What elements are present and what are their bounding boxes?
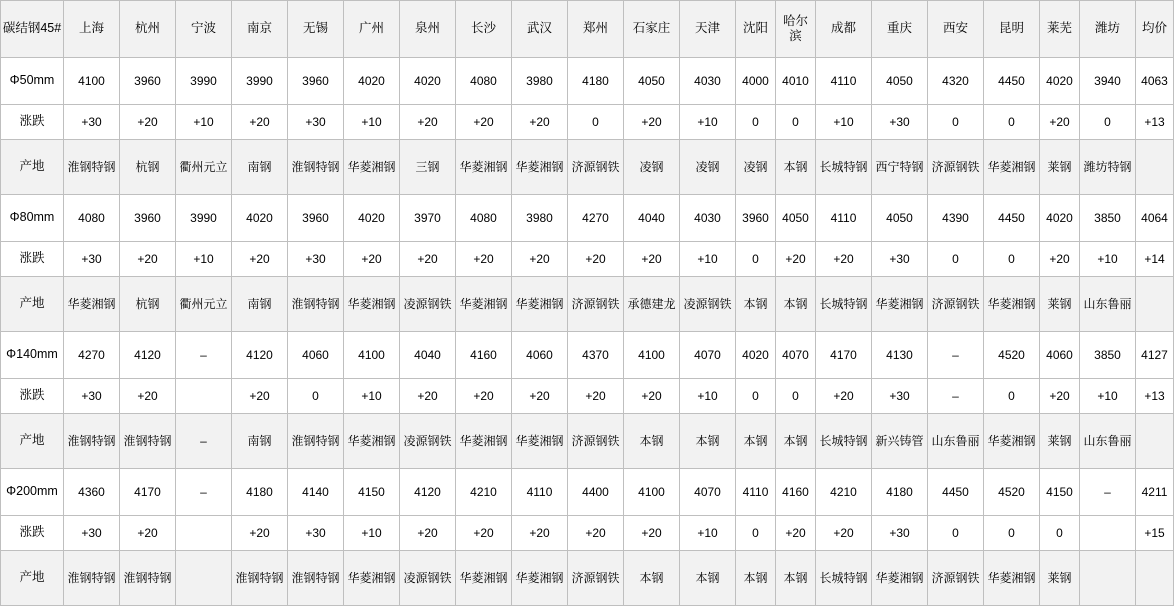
table-cell: 本钢 <box>736 414 776 469</box>
table-cell: +20 <box>1040 242 1080 277</box>
table-cell: 南钢 <box>232 414 288 469</box>
table-cell: 4064 <box>1136 195 1174 242</box>
column-header: 成都 <box>816 1 872 58</box>
table-cell: 0 <box>288 379 344 414</box>
table-cell: 长城特钢 <box>816 551 872 606</box>
table-cell: 凌钢 <box>680 140 736 195</box>
table-cell: 华菱湘钢 <box>456 551 512 606</box>
table-cell: – <box>176 414 232 469</box>
row-label: Φ140mm <box>1 332 64 379</box>
table-cell: 4050 <box>872 58 928 105</box>
row-label: 产地 <box>1 140 64 195</box>
table-cell: 凌源钢铁 <box>680 277 736 332</box>
table-cell: 华菱湘钢 <box>872 277 928 332</box>
table-cell: 济源钢铁 <box>568 277 624 332</box>
table-cell: 0 <box>984 105 1040 140</box>
column-header: 广州 <box>344 1 400 58</box>
table-cell: 4370 <box>568 332 624 379</box>
table-cell: 4160 <box>776 469 816 516</box>
column-header: 莱芜 <box>1040 1 1080 58</box>
table-cell: 淮钢特钢 <box>288 277 344 332</box>
table-cell: 4120 <box>232 332 288 379</box>
table-cell: +14 <box>1136 242 1174 277</box>
table-cell: +20 <box>400 516 456 551</box>
column-header: 杭州 <box>120 1 176 58</box>
table-cell: 0 <box>736 516 776 551</box>
table-cell: 华菱湘钢 <box>872 551 928 606</box>
column-header: 均价 <box>1136 1 1174 58</box>
table-cell: 承德建龙 <box>624 277 680 332</box>
table-cell: +15 <box>1136 516 1174 551</box>
table-cell: 4450 <box>984 195 1040 242</box>
table-cell: 4150 <box>344 469 400 516</box>
table-cell: 淮钢特钢 <box>232 551 288 606</box>
table-cell: 4130 <box>872 332 928 379</box>
table-cell: 莱钢 <box>1040 551 1080 606</box>
table-cell: 4140 <box>288 469 344 516</box>
table-cell: 济源钢铁 <box>928 277 984 332</box>
table-cell: 0 <box>776 379 816 414</box>
table-cell: 0 <box>928 516 984 551</box>
table-cell: 4050 <box>776 195 816 242</box>
table-cell: 三钢 <box>400 140 456 195</box>
column-header: 石家庄 <box>624 1 680 58</box>
row-label: 产地 <box>1 414 64 469</box>
table-cell: 南钢 <box>232 277 288 332</box>
table-row <box>1 140 1174 195</box>
column-header: 沈阳 <box>736 1 776 58</box>
table-cell: 4211 <box>1136 469 1174 516</box>
table-cell: 3850 <box>1080 195 1136 242</box>
table-cell: – <box>176 332 232 379</box>
table-cell: 济源钢铁 <box>568 140 624 195</box>
table-cell: 0 <box>736 105 776 140</box>
table-cell: 3990 <box>176 195 232 242</box>
table-cell: 4120 <box>400 469 456 516</box>
table-cell: +10 <box>680 242 736 277</box>
table-cell: 潍坊特钢 <box>1080 140 1136 195</box>
table-cell: 凌钢 <box>624 140 680 195</box>
column-header: 潍坊 <box>1080 1 1136 58</box>
table-cell: 0 <box>736 379 776 414</box>
table-cell: 3940 <box>1080 58 1136 105</box>
table-cell: +20 <box>400 105 456 140</box>
table-cell: 0 <box>1040 516 1080 551</box>
column-header: 重庆 <box>872 1 928 58</box>
table-cell: 本钢 <box>736 277 776 332</box>
table-cell: +20 <box>400 379 456 414</box>
table-cell: 凌源钢铁 <box>400 414 456 469</box>
table-cell: 本钢 <box>624 414 680 469</box>
table-corner-label: 碳结钢45# <box>1 1 64 58</box>
table-row <box>1 379 1174 414</box>
table-row <box>1 332 1174 379</box>
table-row <box>1 516 1174 551</box>
table-cell: +20 <box>344 242 400 277</box>
table-cell: +20 <box>232 242 288 277</box>
table-cell: +20 <box>816 516 872 551</box>
table-cell: +20 <box>568 379 624 414</box>
table-cell: 3980 <box>512 195 568 242</box>
table-cell: 淮钢特钢 <box>64 551 120 606</box>
table-cell: +30 <box>872 379 928 414</box>
table-cell: – <box>928 332 984 379</box>
table-cell: 本钢 <box>736 551 776 606</box>
column-header: 哈尔滨 <box>776 1 816 58</box>
table-cell: 华菱湘钢 <box>344 551 400 606</box>
table-cell: +10 <box>344 516 400 551</box>
column-header: 昆明 <box>984 1 1040 58</box>
table-cell: +13 <box>1136 105 1174 140</box>
table-cell: 0 <box>984 242 1040 277</box>
table-cell: 华菱湘钢 <box>344 277 400 332</box>
table-cell: 4100 <box>64 58 120 105</box>
table-cell: 长城特钢 <box>816 414 872 469</box>
column-header: 武汉 <box>512 1 568 58</box>
table-cell: +20 <box>568 516 624 551</box>
table-cell: 4100 <box>344 332 400 379</box>
table-cell: 3990 <box>176 58 232 105</box>
table-cell: 4010 <box>776 58 816 105</box>
table-cell: 4450 <box>984 58 1040 105</box>
table-cell: +20 <box>456 379 512 414</box>
table-cell: 4320 <box>928 58 984 105</box>
table-cell: 华菱湘钢 <box>512 140 568 195</box>
table-cell: 本钢 <box>776 414 816 469</box>
table-cell: 3850 <box>1080 332 1136 379</box>
table-cell: +30 <box>872 516 928 551</box>
table-cell: +10 <box>344 105 400 140</box>
table-cell: 4020 <box>344 58 400 105</box>
table-cell: 本钢 <box>680 414 736 469</box>
table-cell: 4390 <box>928 195 984 242</box>
row-label: Φ50mm <box>1 58 64 105</box>
table-cell: +10 <box>344 379 400 414</box>
table-cell: 4110 <box>736 469 776 516</box>
table-cell: 华菱湘钢 <box>984 277 1040 332</box>
column-header: 天津 <box>680 1 736 58</box>
table-cell: 4150 <box>1040 469 1080 516</box>
table-cell: 淮钢特钢 <box>120 414 176 469</box>
table-cell: 山东鲁丽 <box>928 414 984 469</box>
table-cell: 衢州元立 <box>176 140 232 195</box>
table-row <box>1 414 1174 469</box>
table-row <box>1 242 1174 277</box>
table-row <box>1 551 1174 606</box>
table-cell: 4040 <box>624 195 680 242</box>
table-cell: +13 <box>1136 379 1174 414</box>
table-cell: 华菱湘钢 <box>344 414 400 469</box>
table-cell: 0 <box>568 105 624 140</box>
table-cell: +10 <box>680 379 736 414</box>
table-cell: 3970 <box>400 195 456 242</box>
table-cell: 4060 <box>512 332 568 379</box>
table-cell: 济源钢铁 <box>568 551 624 606</box>
table-cell: 4040 <box>400 332 456 379</box>
table-row <box>1 277 1174 332</box>
table-cell: 华菱湘钢 <box>512 277 568 332</box>
table-cell: 凌钢 <box>736 140 776 195</box>
table-cell <box>1136 551 1174 606</box>
table-cell: 华菱湘钢 <box>984 414 1040 469</box>
table-cell: 衢州元立 <box>176 277 232 332</box>
table-row <box>1 195 1174 242</box>
column-header: 无锡 <box>288 1 344 58</box>
table-cell: +30 <box>64 105 120 140</box>
column-header: 郑州 <box>568 1 624 58</box>
table-cell: 本钢 <box>776 140 816 195</box>
table-cell: +10 <box>176 242 232 277</box>
table-cell: 0 <box>1080 105 1136 140</box>
table-cell: +20 <box>624 516 680 551</box>
table-cell: +10 <box>1080 242 1136 277</box>
table-cell: +20 <box>816 379 872 414</box>
table-cell: 长城特钢 <box>816 277 872 332</box>
table-cell: 华菱湘钢 <box>456 140 512 195</box>
table-cell: +20 <box>512 379 568 414</box>
table-cell: 山东鲁丽 <box>1080 277 1136 332</box>
table-cell: 4110 <box>816 58 872 105</box>
table-cell: 4450 <box>928 469 984 516</box>
table-cell: 新兴铸管 <box>872 414 928 469</box>
table-cell: 3980 <box>512 58 568 105</box>
table-cell <box>1136 414 1174 469</box>
table-cell: 4110 <box>512 469 568 516</box>
table-cell: 0 <box>984 379 1040 414</box>
table-cell: +20 <box>624 242 680 277</box>
table-cell: 华菱湘钢 <box>512 414 568 469</box>
table-cell: +30 <box>288 242 344 277</box>
table-cell: 3960 <box>288 195 344 242</box>
column-header: 上海 <box>64 1 120 58</box>
table-cell: 4127 <box>1136 332 1174 379</box>
row-label: 产地 <box>1 277 64 332</box>
table-cell: 4050 <box>872 195 928 242</box>
table-cell: 4100 <box>624 332 680 379</box>
column-header: 西安 <box>928 1 984 58</box>
table-header-row <box>1 1 1174 58</box>
table-cell: +20 <box>816 242 872 277</box>
table-cell: +20 <box>456 242 512 277</box>
table-cell: +10 <box>680 105 736 140</box>
table-cell: 0 <box>776 105 816 140</box>
table-cell: 华菱湘钢 <box>456 414 512 469</box>
table-cell: 4110 <box>816 195 872 242</box>
table-cell: +20 <box>456 516 512 551</box>
table-cell: 4170 <box>816 332 872 379</box>
table-cell: +20 <box>1040 105 1080 140</box>
table-cell: 4210 <box>816 469 872 516</box>
table-cell: 4020 <box>232 195 288 242</box>
table-cell: +10 <box>176 105 232 140</box>
table-cell: +20 <box>568 242 624 277</box>
table-cell: 3960 <box>736 195 776 242</box>
table-cell: 4050 <box>624 58 680 105</box>
table-cell: 本钢 <box>776 277 816 332</box>
table-cell: 0 <box>736 242 776 277</box>
table-cell: – <box>928 379 984 414</box>
table-cell: 华菱湘钢 <box>984 140 1040 195</box>
table-cell: 4360 <box>64 469 120 516</box>
table-cell <box>176 379 232 414</box>
table-cell: 凌源钢铁 <box>400 277 456 332</box>
table-cell: +10 <box>1080 379 1136 414</box>
table-cell: 4270 <box>64 332 120 379</box>
table-cell: 凌源钢铁 <box>400 551 456 606</box>
table-row <box>1 105 1174 140</box>
table-cell: 4080 <box>64 195 120 242</box>
table-cell: 4020 <box>344 195 400 242</box>
table-cell: 4270 <box>568 195 624 242</box>
table-cell: 4030 <box>680 58 736 105</box>
table-cell: 西宁特钢 <box>872 140 928 195</box>
table-row <box>1 58 1174 105</box>
table-cell: 4020 <box>1040 195 1080 242</box>
table-cell: 4060 <box>1040 332 1080 379</box>
table-cell: +20 <box>120 105 176 140</box>
table-cell: +20 <box>512 516 568 551</box>
table-cell: +30 <box>872 242 928 277</box>
table-cell: 4210 <box>456 469 512 516</box>
table-cell: +20 <box>1040 379 1080 414</box>
row-label: Φ200mm <box>1 469 64 516</box>
table-cell <box>1136 277 1174 332</box>
table-cell: +20 <box>400 242 456 277</box>
table-cell: 淮钢特钢 <box>120 551 176 606</box>
table-cell: 4063 <box>1136 58 1174 105</box>
table-cell: 淮钢特钢 <box>288 551 344 606</box>
table-cell: 济源钢铁 <box>928 140 984 195</box>
table-cell: 4100 <box>624 469 680 516</box>
table-cell <box>1080 516 1136 551</box>
table-cell: +30 <box>64 516 120 551</box>
table-cell: 4070 <box>680 332 736 379</box>
table-cell: +20 <box>120 379 176 414</box>
table-cell: 济源钢铁 <box>928 551 984 606</box>
table-cell: 3960 <box>288 58 344 105</box>
table-cell: 淮钢特钢 <box>64 414 120 469</box>
table-cell: +20 <box>624 105 680 140</box>
table-cell: +20 <box>232 516 288 551</box>
table-cell: 3960 <box>120 195 176 242</box>
table-cell: 4520 <box>984 469 1040 516</box>
table-cell <box>1080 551 1136 606</box>
table-cell: 4070 <box>776 332 816 379</box>
table-cell: 0 <box>928 242 984 277</box>
table-cell: 华菱湘钢 <box>64 277 120 332</box>
table-cell: 0 <box>984 516 1040 551</box>
table-row <box>1 469 1174 516</box>
table-cell: +20 <box>776 242 816 277</box>
table-cell: 4520 <box>984 332 1040 379</box>
row-label: 涨跌 <box>1 242 64 277</box>
table-cell: 4000 <box>736 58 776 105</box>
row-label: 涨跌 <box>1 379 64 414</box>
table-cell: +20 <box>456 105 512 140</box>
table-cell: 杭钢 <box>120 140 176 195</box>
table-cell: 4030 <box>680 195 736 242</box>
table-cell: 4060 <box>288 332 344 379</box>
table-cell: +30 <box>64 242 120 277</box>
table-cell: 本钢 <box>680 551 736 606</box>
table-cell: 本钢 <box>776 551 816 606</box>
table-cell: 4180 <box>232 469 288 516</box>
table-cell: 淮钢特钢 <box>64 140 120 195</box>
table-cell: 长城特钢 <box>816 140 872 195</box>
table-cell: +30 <box>64 379 120 414</box>
table-cell: 杭钢 <box>120 277 176 332</box>
table-cell: 4170 <box>120 469 176 516</box>
table-cell: 4120 <box>120 332 176 379</box>
table-cell: 南钢 <box>232 140 288 195</box>
table-cell: 4070 <box>680 469 736 516</box>
table-cell: 4160 <box>456 332 512 379</box>
column-header: 宁波 <box>176 1 232 58</box>
table-cell: 4020 <box>400 58 456 105</box>
table-cell: 华菱湘钢 <box>984 551 1040 606</box>
table-cell: 4180 <box>872 469 928 516</box>
table-cell: 4020 <box>736 332 776 379</box>
table-cell: 3960 <box>120 58 176 105</box>
table-cell: – <box>176 469 232 516</box>
table-cell <box>176 551 232 606</box>
table-cell: 莱钢 <box>1040 140 1080 195</box>
table-cell: 华菱湘钢 <box>512 551 568 606</box>
table-cell: 莱钢 <box>1040 414 1080 469</box>
table-cell: 4080 <box>456 195 512 242</box>
table-cell <box>176 516 232 551</box>
row-label: 产地 <box>1 551 64 606</box>
row-label: 涨跌 <box>1 516 64 551</box>
table-cell: +30 <box>872 105 928 140</box>
table-cell: 华菱湘钢 <box>456 277 512 332</box>
table-cell: +30 <box>288 516 344 551</box>
table-cell: 4020 <box>1040 58 1080 105</box>
table-cell: 3990 <box>232 58 288 105</box>
table-cell: 华菱湘钢 <box>344 140 400 195</box>
table-cell: +20 <box>120 242 176 277</box>
table-cell: 4180 <box>568 58 624 105</box>
table-cell: +20 <box>776 516 816 551</box>
table-cell: 本钢 <box>624 551 680 606</box>
table-cell: +10 <box>680 516 736 551</box>
table-cell: +10 <box>816 105 872 140</box>
table-cell: +20 <box>512 242 568 277</box>
table-cell: +20 <box>232 105 288 140</box>
table-cell: 济源钢铁 <box>568 414 624 469</box>
table-cell: 4080 <box>456 58 512 105</box>
column-header: 泉州 <box>400 1 456 58</box>
table-cell: +20 <box>120 516 176 551</box>
table-cell: 莱钢 <box>1040 277 1080 332</box>
column-header: 长沙 <box>456 1 512 58</box>
row-label: 涨跌 <box>1 105 64 140</box>
table-cell: 0 <box>928 105 984 140</box>
table-cell: 4400 <box>568 469 624 516</box>
table-cell: +20 <box>512 105 568 140</box>
table-cell: 淮钢特钢 <box>288 414 344 469</box>
table-cell: – <box>1080 469 1136 516</box>
table-cell <box>1136 140 1174 195</box>
table-cell: +20 <box>232 379 288 414</box>
column-header: 南京 <box>232 1 288 58</box>
row-label: Φ80mm <box>1 195 64 242</box>
table-cell: +20 <box>624 379 680 414</box>
table-cell: 淮钢特钢 <box>288 140 344 195</box>
table-cell: 山东鲁丽 <box>1080 414 1136 469</box>
table-cell: +30 <box>288 105 344 140</box>
